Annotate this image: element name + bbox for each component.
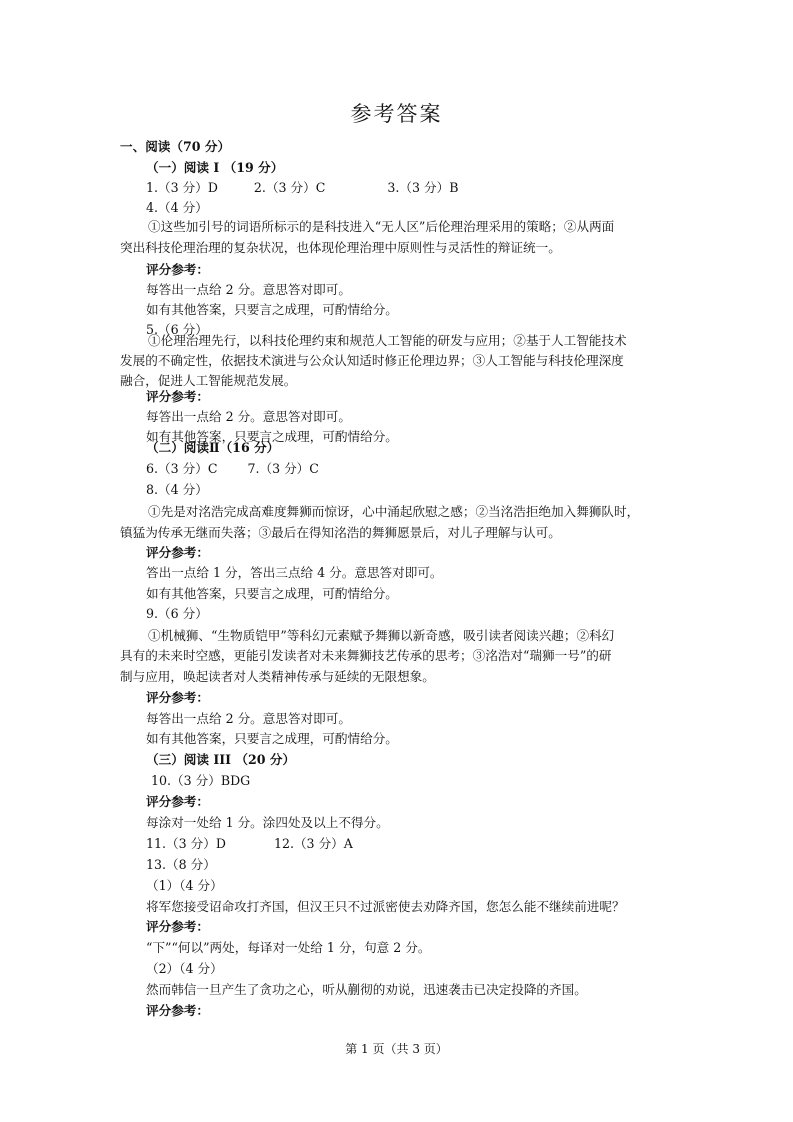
answer-q6: 6.（3 分）C (146, 461, 218, 476)
answer-text: 镇猛为传承无继而失落；③最后在得知洺浩的舞狮愿景后，对儿子理解与认可。 (120, 525, 561, 540)
answer-text: ①机械狮、“生物质铠甲”等科幻元素赋予舞狮以新奇感，吸引读者阅读兴趣；②科幻 (148, 628, 615, 643)
question-head: 9.（6 分） (146, 606, 208, 621)
section-heading: 一、阅读（70 分） (120, 139, 231, 154)
answer-text: ①伦理治理先行，以科技伦理约束和规范人工智能的研发与应用；②基于人工智能技术 (148, 333, 627, 348)
score-text: “下”“何以”两处，每译对一处给 1 分，句意 2 分。 (146, 940, 431, 955)
answer-row (146, 834, 353, 854)
score-text: 如有其他答案，只要言之成理，可酌情给分。 (146, 586, 398, 601)
part-heading: （三）阅读 III （20 分） (146, 752, 296, 767)
score-text: 如有其他答案，只要言之成理，可酌情给分。 (146, 429, 398, 444)
answer-text: 突出科技伦理治理的复杂状况，也体现伦理治理中原则性与灵活性的辩证统一。 (120, 240, 561, 255)
answer-q10: 10.（3 分）BDG (151, 773, 251, 788)
answer-text: 将军您接受诏命攻打齐国，但汉王只不过派密使去劝降齐国，您怎么能不继续前进呢？ (146, 899, 625, 914)
answer-text: 具有的未来时空感，更能引发读者对未来舞狮技艺传承的思考；③洺浩对“瑞狮一号”的研 (120, 648, 612, 663)
score-text: 每答出一点给 2 分。意思答对即可。 (146, 282, 351, 297)
answer-text: 然而韩信一旦产生了贪功之心，听从蒯彻的劝说，迅速袭击已决定投降的齐国。 (146, 982, 587, 997)
subquestion-head: （1）（4 分） (146, 878, 223, 893)
answer-text: 制与应用，唤起读者对人类精神传承与延续的无限想象。 (120, 669, 435, 684)
score-text: 每答出一点给 2 分。意思答对即可。 (146, 711, 351, 726)
score-text: 每答出一点给 2 分。意思答对即可。 (146, 409, 351, 424)
part-heading: （一）阅读 I （19 分） (146, 160, 284, 175)
answer-text: ①先是对洺浩完成高难度舞狮而惊讶，心中涌起欣慰之感；②当洺浩拒绝加入舞狮队时， (148, 504, 640, 519)
question-head: 4.（4 分） (146, 200, 208, 215)
score-heading: 评分参考： (146, 545, 209, 560)
part-heading: （二）阅读Ⅱ（16 分） (146, 440, 280, 455)
score-text: 每涂对一处给 1 分。涂四处及以上不得分。 (146, 815, 389, 830)
score-heading: 评分参考： (146, 262, 209, 277)
answer-text: 发展的不确定性，依据技术演进与公众认知适时修正伦理边界；③人工智能与科技伦理深度 (120, 353, 624, 368)
score-heading: 评分参考： (146, 794, 209, 809)
answer-text: 融合，促进人工智能规范发展。 (120, 373, 297, 388)
answer-q2: 2.（3 分）C (253, 180, 326, 195)
score-heading: 评分参考： (146, 690, 209, 705)
answer-text: ①这些加引号的词语所标示的是科技进入“无人区”后伦理治理采用的策略；②从两面 (148, 219, 615, 234)
score-text: 答出一点给 1 分，答出三点给 4 分。意思答对即可。 (146, 565, 443, 580)
question-head: 5.（6 分） (146, 322, 208, 337)
score-text: 如有其他答案，只要言之成理，可酌情给分。 (146, 731, 398, 746)
answer-row (146, 178, 458, 198)
page-number: 第 1 页（共 3 页） (345, 1042, 448, 1056)
answer-row (146, 459, 319, 479)
answer-q11: 11.（3 分）D (146, 836, 226, 851)
score-heading: 评分参考： (146, 919, 209, 934)
answer-q12: 12.（3 分）A (273, 836, 353, 851)
answer-q1: 1.（3 分）D (146, 180, 218, 195)
answer-q7: 7.（3 分）C (247, 461, 319, 476)
page-title: 参考答案 (350, 102, 443, 126)
score-text: 如有其他答案，只要言之成理，可酌情给分。 (146, 302, 398, 317)
question-head: 8.（4 分） (146, 482, 208, 497)
subquestion-head: （2）（4 分） (146, 961, 223, 976)
answer-q3: 3.（3 分）B (387, 180, 459, 195)
score-heading: 评分参考： (146, 1003, 209, 1018)
score-heading: 评分参考： (146, 389, 209, 404)
question-head: 13.（8 分） (146, 857, 216, 872)
